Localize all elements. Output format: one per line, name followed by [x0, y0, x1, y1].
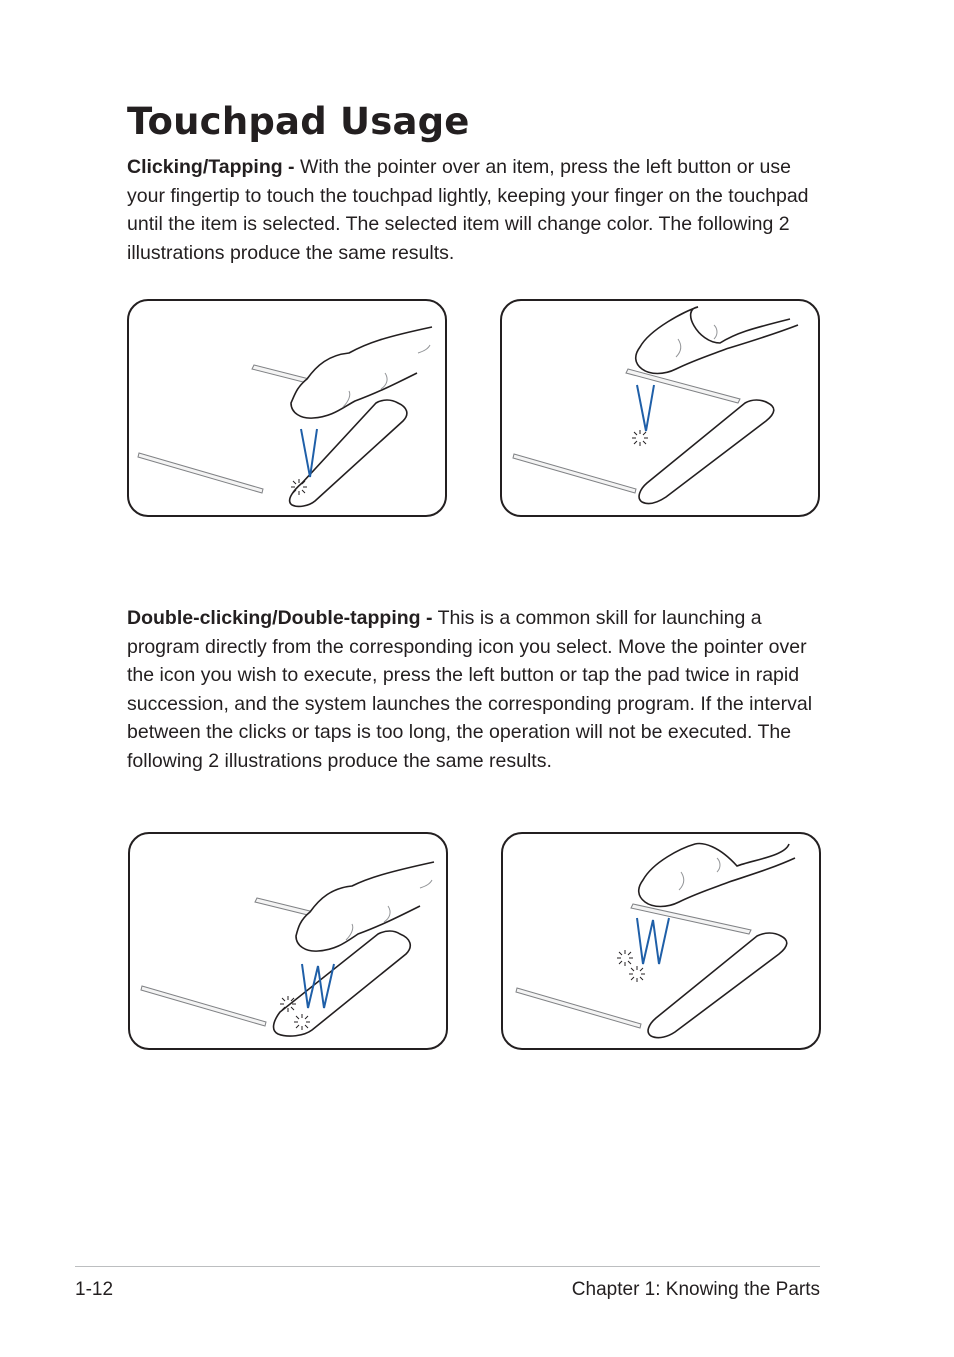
double-clicking-term: Double-clicking/Double-tapping - [127, 607, 433, 629]
illustration-double-click-button [128, 832, 448, 1050]
clicking-paragraph [127, 153, 827, 267]
page-title: Touchpad Usage [127, 100, 470, 143]
double-clicking-paragraph [127, 604, 827, 775]
clicking-text: With the pointer over an item, press the left button or use your fingertip to touch the touchpad lightly, keeping your finger on the touchpad until the item is selected. The selected item will change color. The following 2 illustrations produce the same results. [127, 156, 809, 264]
illustration-double-tap-touchpad [501, 832, 821, 1050]
double-clicking-text: This is a common skill for launching a program directly from the corresponding icon you select. Move the pointer over the icon you wish to execute, press the left button or tap the pad twice in rapid succession, and the system launches the corresponding program. If the interval between the clicks or taps is too long, the operation will not be executed. The following 2 illustrations produce the same results. [127, 607, 813, 772]
clicking-term: Clicking/Tapping - [127, 156, 295, 178]
illustration-click-button [127, 299, 447, 517]
illustration-tap-touchpad [500, 299, 820, 517]
footer-page-number: 1-12 [75, 1279, 114, 1300]
footer-chapter-title: Chapter 1: Knowing the Parts [571, 1279, 820, 1300]
footer-divider [75, 1266, 820, 1267]
